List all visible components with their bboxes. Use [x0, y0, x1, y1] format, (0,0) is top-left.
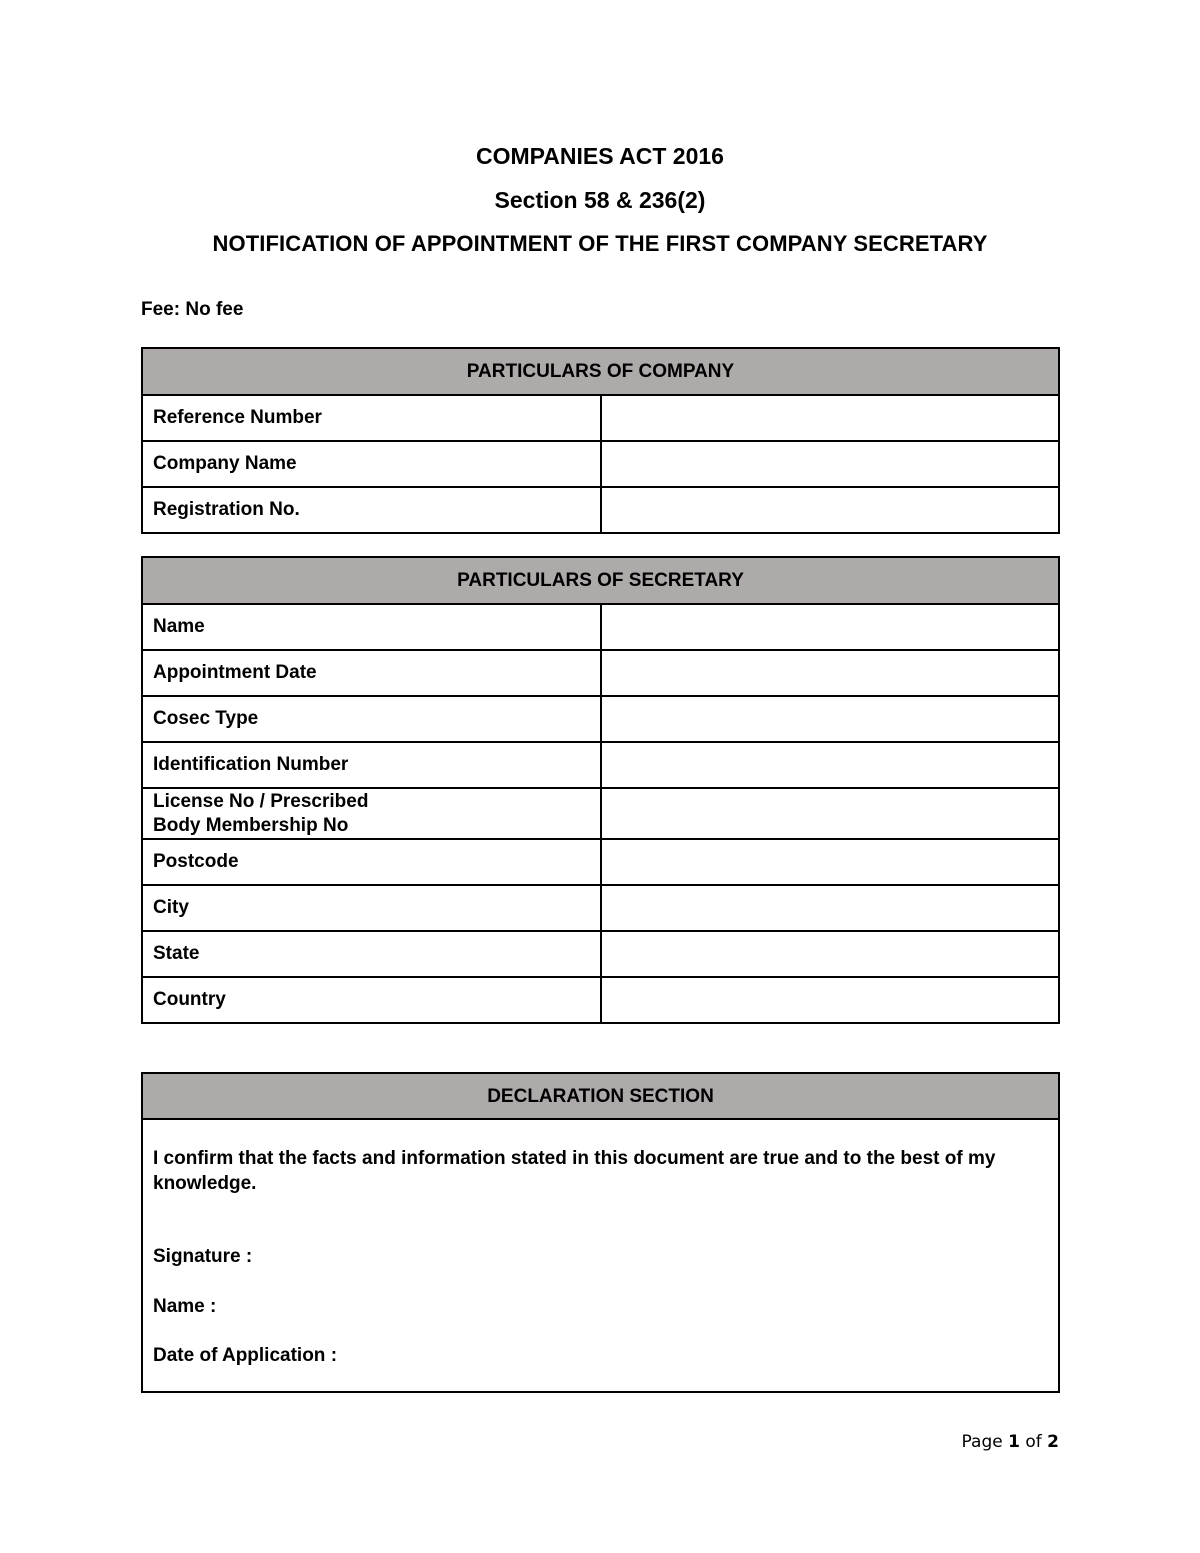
company-name-label: Company Name — [142, 441, 601, 487]
state-label: State — [142, 931, 601, 977]
of-word: of — [1025, 1432, 1042, 1452]
table-row — [142, 487, 1059, 533]
table-row — [142, 604, 1059, 650]
page-number — [962, 1432, 1059, 1452]
company-name-field[interactable] — [601, 441, 1060, 487]
license-no-field[interactable] — [601, 788, 1060, 839]
state-field[interactable] — [601, 931, 1060, 977]
appointment-date-label: Appointment Date — [142, 650, 601, 696]
license-no-label-line1: License No / Prescribed — [153, 790, 369, 812]
city-field[interactable] — [601, 885, 1060, 931]
license-no-label-line2: Body Membership No — [153, 814, 349, 836]
declaration-statement: I confirm that the facts and information stated in this document are true and to the best of my knowledge. — [153, 1148, 996, 1194]
cosec-type-field[interactable] — [601, 696, 1060, 742]
reference-number-field[interactable] — [601, 395, 1060, 441]
company-particulars-table — [141, 347, 1060, 534]
declaration-heading: DECLARATION SECTION — [143, 1074, 1058, 1120]
declarant-name-label: Name : — [153, 1296, 217, 1317]
declaration-section — [141, 1072, 1060, 1393]
country-label: Country — [142, 977, 601, 1023]
postcode-label: Postcode — [142, 839, 601, 885]
registration-no-label: Registration No. — [142, 487, 601, 533]
current-page: 1 — [1008, 1432, 1020, 1452]
license-no-label — [142, 788, 601, 839]
secretary-section-heading: PARTICULARS OF SECRETARY — [142, 557, 1059, 604]
appointment-date-field[interactable] — [601, 650, 1060, 696]
reference-number-label: Reference Number — [142, 395, 601, 441]
secretary-name-label: Name — [142, 604, 601, 650]
secretary-name-field[interactable] — [601, 604, 1060, 650]
table-row — [142, 977, 1059, 1023]
page-word: Page — [961, 1432, 1003, 1452]
section-title: Section 58 & 236(2) — [494, 187, 706, 213]
identification-number-field[interactable] — [601, 742, 1060, 788]
company-section-heading: PARTICULARS OF COMPANY — [142, 348, 1059, 395]
table-row — [142, 696, 1059, 742]
cosec-type-label: Cosec Type — [142, 696, 601, 742]
table-row — [142, 650, 1059, 696]
signature-label: Signature : — [153, 1246, 253, 1267]
act-title: COMPANIES ACT 2016 — [476, 143, 724, 169]
form-title: NOTIFICATION OF APPOINTMENT OF THE FIRST COMPANY SECRETARY — [212, 231, 988, 256]
table-row — [142, 885, 1059, 931]
table-row — [142, 839, 1059, 885]
table-row — [142, 441, 1059, 487]
total-pages: 2 — [1047, 1432, 1059, 1452]
country-field[interactable] — [601, 977, 1060, 1023]
secretary-particulars-table — [141, 556, 1060, 1024]
postcode-field[interactable] — [601, 839, 1060, 885]
registration-no-field[interactable] — [601, 487, 1060, 533]
date-of-application-label: Date of Application : — [153, 1345, 338, 1366]
city-label: City — [142, 885, 601, 931]
table-row — [142, 788, 1059, 839]
table-row — [142, 742, 1059, 788]
fee-label: Fee: No fee — [141, 299, 244, 320]
table-row — [142, 395, 1059, 441]
identification-number-label: Identification Number — [142, 742, 601, 788]
table-row — [142, 931, 1059, 977]
